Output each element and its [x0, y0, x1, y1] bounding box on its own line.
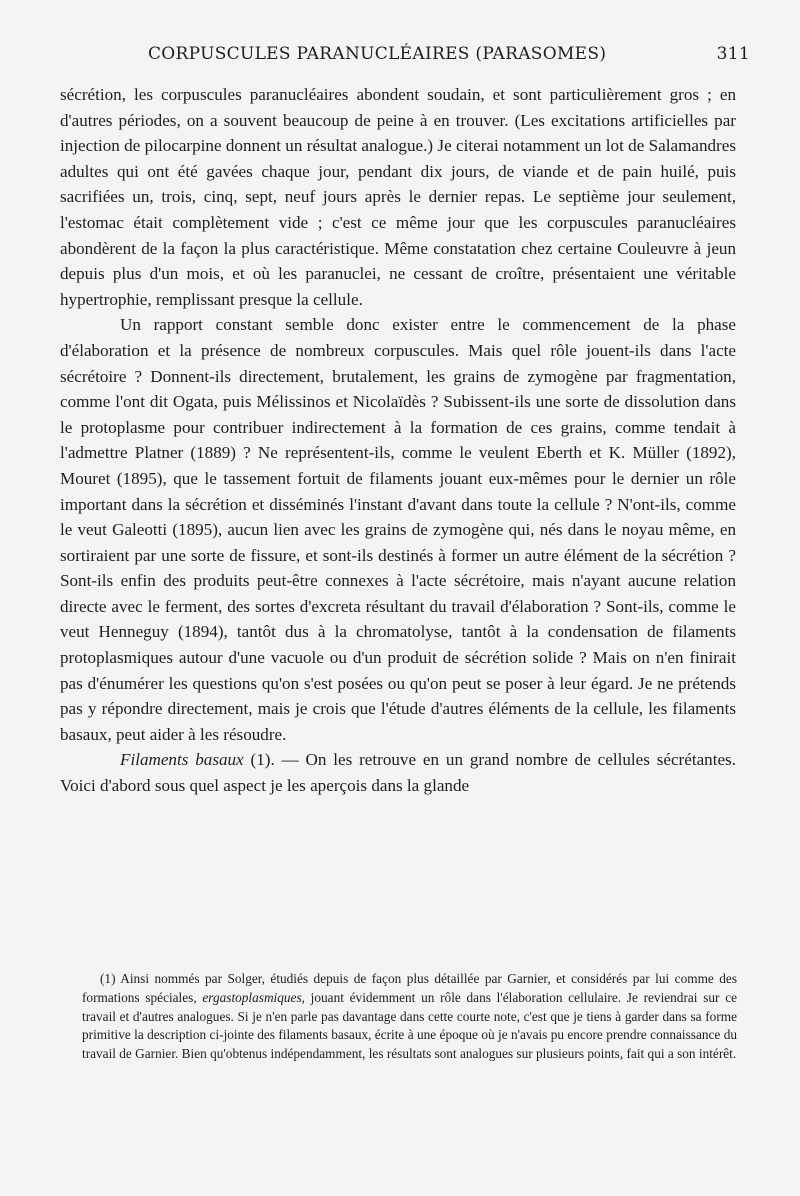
footnote-1-part1: (1) Ainsi nommés par Solger, étudiés depuis de façon plus détaillée par Garnier, et considérés par lui comme des formations spéciales, — [82, 971, 737, 1005]
footnote-ref: (1). — [243, 750, 282, 770]
section-heading-filaments-basaux: Filaments basaux — [120, 750, 244, 770]
main-text — [60, 82, 736, 799]
footnote-1-italic: ergastoplasmiques — [202, 989, 302, 1005]
paragraph-2: Un rapport constant semble donc exister entre le commencement de la phase d'élaboration et la présence de nombreux corpuscules. Mais quel rôle jouent-ils dans l'acte sécrétoire ? Donnent-ils directement, brutalement, les grains de zymogène par fragmentation, comme l'ont dit Ogata, puis Mélissinos et Nicolaïdès ? Subissent-ils une sorte de dissolution dans le protoplasme pour contribuer indirectement à la formation de ces grains, comme tendait à l'admettre Platner (1889) ? Ne représentent-ils, comme le veulent Eberth et K. Müller (1892), Mouret (1895), que le tassement fortuit de filaments jouant eux-mêmes pour le dernier un rôle important dans la sécrétion et disséminés l'instant d'avant dans toute la cellule ? N'ont-ils, comme le veut Galeotti (1895), aucun lien avec les grains de zymogène qui, nés dans le noyau même, en sortiraient par une sorte de fissure, et sont-ils destinés à former un autre élément de la sécrétion ? Sont-ils enfin des produits peut-être connexes à l'acte sécrétoire, mais n'ayant aucune relation directe avec le ferment, des sortes d'excreta résultant du travail d'élaboration ? Sont-ils, comme le veut Henneguy (1894), tantôt dus à la chromatolyse, tantôt à la condensation de filaments protoplasmiques autour d'une vacuole ou d'un produit de sécrétion solide ? Mais on n'en finirait pas d'énumérer les questions qu'on s'est posées ou qu'on peut se poser à leur égard. Je ne prétends pas y répondre directement, mais je crois que l'étude d'autres éléments de la cellule, les filaments basaux, peut aider à les résoudre. — [60, 315, 736, 744]
footnotes — [82, 970, 737, 1064]
paragraph-3 — [60, 747, 736, 798]
footnote-1 — [82, 970, 737, 1064]
paragraph-1: sécrétion, les corpuscules paranucléaires abondent soudain, et sont particulièrement gros ; en d'autres périodes, on a souvent beaucoup de peine à en trouver. (Les excitations artificielles par injection de pilocarpine donnent un résultat analogue.) Je citerai notamment un lot de Salamandres adultes qui ont été gavées chaque jour, pendant dix jours, de viande et de pain huilé, puis sacrifiées un, trois, cinq, sept, neuf jours après le dernier repas. Le septième jour seulement, l'estomac était complètement vide ; c'est ce même jour que les corpuscules paranucléaires abondèrent de la façon la plus caractéristique. Même constatation chez certaine Couleuvre à jeun depuis plus d'un mois, et où les paranuclei, ne cessant de croître, présentaient une véritable hypertrophie, remplissant presque la cellule. — [60, 85, 736, 309]
running-head — [60, 44, 750, 70]
page-number: 311 — [716, 44, 750, 64]
running-title: CORPUSCULES PARANUCLÉAIRES (PARASOMES) — [148, 44, 607, 64]
footnote-1-part2: , jouant évidemment un rôle dans l'élaboration cellulaire. Je reviendrai sur ce travail et d'autres analogues. Si je n'en parle pas davantage dans cette courte note, c'est que je tiens à garder dans sa forme primitive la description ci-jointe des filaments basaux, écrite à une époque où je n'avais pu encore prendre connaissance du travail de Garnier. Bien qu'obtenus indépendamment, les résultats sont analogues sur plusieurs points, fait qui a son intérêt. — [82, 989, 737, 1062]
paragraph-3-text: — On les retrouve en un grand nombre de cellules sécrétantes. Voici d'abord sous quel aspect je les aperçois dans la glande — [60, 750, 736, 796]
